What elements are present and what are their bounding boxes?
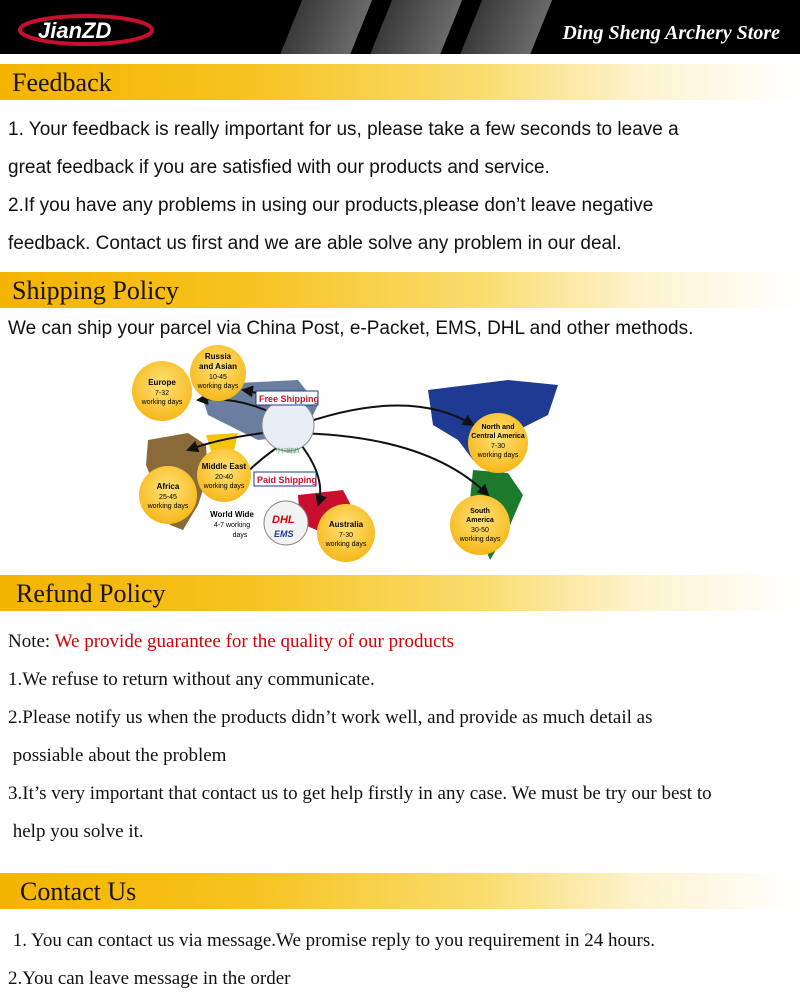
shipping-world-map	[128, 345, 568, 570]
svg-text:7-32: 7-32	[154, 390, 170, 397]
region-europe	[132, 361, 192, 421]
shipping-intro: We can ship your parcel via China Post, e-Packet, EMS, DHL and other methods.	[8, 318, 694, 339]
section-title: Feedback	[12, 68, 112, 97]
refund-note	[8, 623, 796, 661]
svg-text:working days: working days	[147, 503, 189, 510]
contact-line: 2.You can leave message in the order	[8, 968, 291, 989]
svg-text:10-45: 10-45	[209, 374, 227, 381]
note-text: We provide guarantee for the quality of our products	[54, 631, 455, 652]
svg-text:America: America	[466, 517, 494, 524]
free-shipping-label: Free Shipping	[259, 394, 320, 404]
section-header-shipping	[0, 272, 800, 308]
refund-body	[8, 623, 796, 851]
svg-text:25-45: 25-45	[159, 494, 177, 501]
svg-text:working days: working days	[203, 483, 245, 490]
svg-text:20-40: 20-40	[215, 474, 233, 481]
brand-logo	[16, 8, 156, 48]
svg-text:7-30: 7-30	[338, 532, 354, 539]
paid-shipping-label: Paid Shipping	[257, 475, 317, 485]
svg-text:DHL: DHL	[272, 514, 295, 526]
refund-line: help you solve it.	[8, 821, 144, 842]
section-header-refund	[0, 575, 800, 611]
header-stripe	[364, 0, 466, 54]
note-label: Note:	[8, 631, 55, 652]
store-header	[0, 0, 800, 54]
section-title: Refund Policy	[16, 579, 166, 608]
store-name: Ding Sheng Archery Store	[562, 22, 780, 44]
svg-text:Russia: Russia	[204, 352, 232, 361]
refund-line: 2.Please notify us when the products didn’t work well, and provide as much detail as	[8, 707, 653, 728]
svg-text:and Asian: and Asian	[199, 362, 237, 371]
refund-line: 1.We refuse to return without any communicate.	[8, 669, 375, 690]
svg-text:working days: working days	[459, 536, 501, 543]
header-stripe	[454, 0, 556, 54]
china-post-hub	[262, 399, 314, 451]
svg-text:North and: North and	[481, 424, 515, 431]
region-south-america	[450, 495, 510, 555]
svg-text:30-50: 30-50	[471, 527, 489, 534]
svg-text:中国邮政: 中国邮政	[276, 449, 301, 455]
svg-text:Europe: Europe	[148, 378, 176, 387]
region-world-wide	[210, 510, 254, 539]
refund-line: possiable about the problem	[8, 745, 227, 766]
feedback-line: 2.If you have any problems in using our products,please don’t leave negative	[8, 195, 654, 216]
svg-text:4-7 working: 4-7 working	[213, 522, 251, 529]
contact-body	[8, 922, 796, 998]
section-title: Shipping Policy	[12, 276, 179, 305]
svg-text:Middle East: Middle East	[201, 462, 247, 471]
svg-text:South: South	[470, 508, 490, 515]
svg-text:Central America: Central America	[471, 433, 525, 440]
svg-text:working days: working days	[325, 541, 367, 548]
svg-text:Australia: Australia	[328, 520, 364, 529]
svg-text:World Wide: World Wide	[210, 510, 254, 519]
contact-line: 1. You can contact us via message.We promise reply to you requirement in 24 hours.	[8, 930, 655, 951]
region-middle-east	[197, 448, 251, 502]
svg-text:days: days	[232, 532, 248, 539]
svg-text:EMS: EMS	[274, 529, 294, 539]
region-north-central-america	[468, 413, 528, 473]
section-header-contact	[0, 873, 800, 909]
region-russia-asian	[190, 345, 246, 401]
svg-text:working days: working days	[197, 383, 239, 390]
feedback-line: great feedback if you are satisfied with our products and service.	[8, 157, 550, 178]
feedback-line: feedback. Contact us first and we are able solve any problem in our deal.	[8, 233, 622, 254]
region-africa	[139, 466, 197, 524]
header-stripe	[274, 0, 376, 54]
svg-text:JianZD: JianZD	[38, 18, 112, 43]
feedback-line: 1. Your feedback is really important for us, please take a few seconds to leave a	[8, 119, 679, 140]
refund-line: 3.It’s very important that contact us to get help firstly in any case. We must be try our best to	[8, 783, 712, 804]
svg-text:Africa: Africa	[156, 482, 180, 491]
svg-text:working days: working days	[477, 452, 519, 459]
svg-text:working days: working days	[141, 399, 183, 406]
feedback-body	[8, 111, 792, 263]
section-title: Contact Us	[20, 877, 137, 906]
section-header-feedback	[0, 64, 800, 100]
region-australia	[317, 504, 375, 562]
svg-text:7-30: 7-30	[490, 443, 506, 450]
